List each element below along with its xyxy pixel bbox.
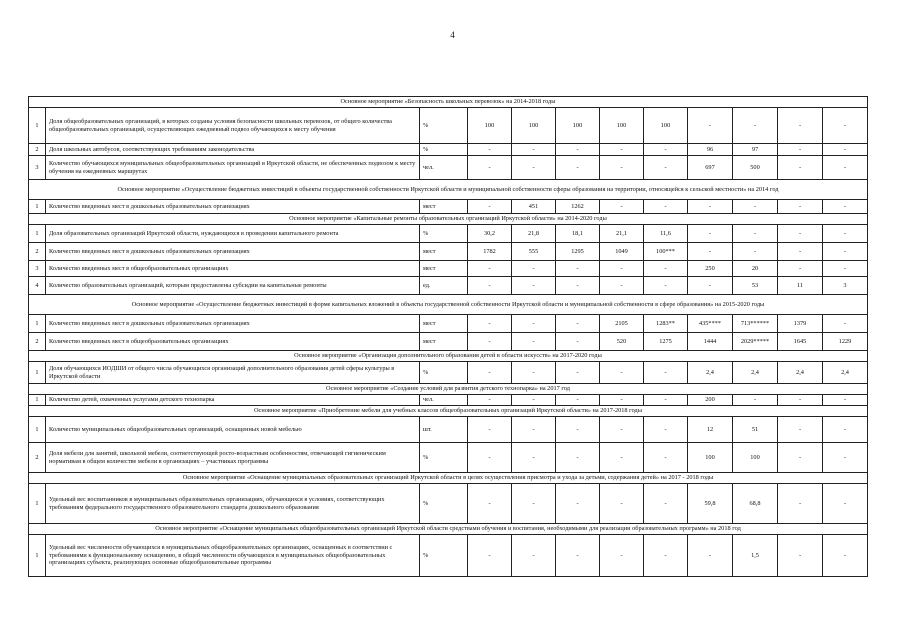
section-header-row (29, 214, 868, 225)
value-cell: - (600, 156, 644, 180)
value-cell: - (778, 200, 823, 214)
value-cell: - (778, 417, 823, 443)
value-cell: - (512, 417, 556, 443)
value-cell: 1283** (644, 315, 688, 333)
value-cell: - (600, 535, 644, 577)
value-cell: 100 (644, 108, 688, 144)
value-cell: 2,4 (823, 362, 868, 384)
value-cell: - (644, 144, 688, 156)
section-title: Основное мероприятие «Создание условий для развития детского технопарка» на 2017 год (29, 384, 868, 395)
value-cell: - (556, 261, 600, 277)
value-cell: 100 (468, 108, 512, 144)
value-cell: - (556, 535, 600, 577)
section-header-row (29, 180, 868, 200)
value-cell: - (778, 225, 823, 243)
indicator-name: Доля образовательных организаций Иркутской области, нуждающихся в проведении капитального ремонта (46, 225, 420, 243)
row-number: 2 (29, 144, 46, 156)
value-cell: - (644, 200, 688, 214)
value-cell: - (512, 277, 556, 295)
value-cell: - (778, 535, 823, 577)
value-cell: - (823, 144, 868, 156)
value-cell: - (468, 261, 512, 277)
value-cell: - (688, 108, 733, 144)
value-cell: - (823, 108, 868, 144)
indicator-row (29, 200, 868, 214)
value-cell: - (556, 333, 600, 351)
value-cell: - (644, 277, 688, 295)
row-number: 1 (29, 108, 46, 144)
value-cell: - (512, 395, 556, 406)
unit-of-measure: мест (420, 333, 468, 351)
value-cell: - (512, 315, 556, 333)
row-number: 1 (29, 362, 46, 384)
indicator-name: Доля общеобразовательных организаций, в которых созданы условия безопасности школьных перевозок, от общего количества общеобразовательных организаций, осуществляющих ежедневный подвоз обучающихся к месту обучения (46, 108, 420, 144)
indicator-row (29, 225, 868, 243)
indicator-row (29, 144, 868, 156)
value-cell: 1645 (778, 333, 823, 351)
value-cell: - (512, 156, 556, 180)
unit-of-measure: % (420, 225, 468, 243)
value-cell: 435**** (688, 315, 733, 333)
value-cell: - (733, 243, 778, 261)
indicator-name: Доля обучающихся ИОДШИ от общего числа обучающихся организаций дополнительного образования детей сферы культуры в Иркутской области (46, 362, 420, 384)
value-cell: 97 (733, 144, 778, 156)
value-cell: 100 (556, 108, 600, 144)
row-number: 1 (29, 225, 46, 243)
value-cell: - (778, 243, 823, 261)
value-cell: 21,1 (600, 225, 644, 243)
value-cell: - (468, 417, 512, 443)
indicator-name: Удельный вес численности обучающихся в муниципальных общеобразовательных организациях, оснащенных в соответствии с требованиями к функциональному оснащению, в общей численности обучающихся в муниципальных общеобразовательных организациях субъекта, реализующих основные общеобразовательные программы (46, 535, 420, 577)
value-cell: - (512, 443, 556, 473)
value-cell: - (556, 484, 600, 524)
value-cell: - (600, 200, 644, 214)
value-cell: - (688, 225, 733, 243)
row-number: 3 (29, 156, 46, 180)
value-cell: - (512, 484, 556, 524)
value-cell: - (556, 315, 600, 333)
value-cell: 18,1 (556, 225, 600, 243)
value-cell: 12 (688, 417, 733, 443)
value-cell: - (823, 395, 868, 406)
value-cell: - (644, 156, 688, 180)
value-cell: 2,4 (688, 362, 733, 384)
value-cell: - (468, 395, 512, 406)
row-number: 1 (29, 200, 46, 214)
value-cell: 1275 (644, 333, 688, 351)
value-cell: - (778, 443, 823, 473)
value-cell: - (556, 417, 600, 443)
indicator-row (29, 315, 868, 333)
value-cell: 1,5 (733, 535, 778, 577)
value-cell: - (556, 277, 600, 295)
value-cell: - (644, 443, 688, 473)
indicator-name: Доля школьных автобусов, соответствующих требованиям законодательства (46, 144, 420, 156)
value-cell: 30,2 (468, 225, 512, 243)
value-cell: - (468, 535, 512, 577)
value-cell: 1295 (556, 243, 600, 261)
indicator-name: Количество введенных мест в дошкольных образовательных организациях (46, 200, 420, 214)
indicator-name: Количество образовательных организаций, которым предоставлены субсидии на капитальные ремонты (46, 277, 420, 295)
value-cell: - (468, 333, 512, 351)
value-cell: 500 (733, 156, 778, 180)
value-cell: - (733, 395, 778, 406)
indicators-table (28, 96, 868, 577)
value-cell: - (468, 362, 512, 384)
value-cell: 555 (512, 243, 556, 261)
section-header-row (29, 524, 868, 535)
row-number: 4 (29, 277, 46, 295)
indicator-name: Количество введенных мест в общеобразовательных организациях (46, 261, 420, 277)
value-cell: - (600, 144, 644, 156)
value-cell: 1229 (823, 333, 868, 351)
value-cell: - (823, 225, 868, 243)
value-cell: 1262 (556, 200, 600, 214)
unit-of-measure: чел. (420, 395, 468, 406)
value-cell: 11 (778, 277, 823, 295)
value-cell: - (823, 535, 868, 577)
value-cell: 20 (733, 261, 778, 277)
indicator-row (29, 484, 868, 524)
value-cell: 100 (733, 443, 778, 473)
indicator-row (29, 535, 868, 577)
value-cell: - (778, 144, 823, 156)
value-cell: - (823, 200, 868, 214)
value-cell: 520 (600, 333, 644, 351)
value-cell: - (600, 443, 644, 473)
unit-of-measure: % (420, 108, 468, 144)
value-cell: - (688, 277, 733, 295)
value-cell: - (556, 156, 600, 180)
unit-of-measure: % (420, 484, 468, 524)
value-cell: 2105 (600, 315, 644, 333)
value-cell: - (823, 261, 868, 277)
value-cell: - (778, 156, 823, 180)
section-header-row (29, 384, 868, 395)
indicator-name: Количество обучающихся муниципальных общеобразовательных организаций в Иркутской области, не обеспеченных подвозом к месту обучения на ежедневных маршрутах (46, 156, 420, 180)
value-cell: 53 (733, 277, 778, 295)
section-title: Основное мероприятие «Оснащение муниципальных общеобразовательных организаций Иркутской области средствами обучения и воспитания, необходимыми для реализации образовательных программ» на 2018 год (29, 524, 868, 535)
value-cell: - (556, 362, 600, 384)
value-cell: - (468, 443, 512, 473)
value-cell: - (468, 144, 512, 156)
row-number: 2 (29, 443, 46, 473)
indicator-row (29, 395, 868, 406)
indicator-row (29, 261, 868, 277)
section-header-row (29, 406, 868, 417)
row-number: 1 (29, 417, 46, 443)
indicator-name: Количество введенных мест в общеобразовательных организациях (46, 333, 420, 351)
indicator-name: Количество муниципальных общеобразовательных организаций, оснащенных новой мебелью (46, 417, 420, 443)
section-title: Основное мероприятие «Осуществление бюджетных инвестиций в форме капитальных вложений в объекты государственной собственности Иркутской области и муниципальной собственности в сфере образования» на 2015-2020 годы (29, 295, 868, 315)
value-cell: - (778, 395, 823, 406)
value-cell: - (778, 108, 823, 144)
value-cell: 100 (600, 108, 644, 144)
value-cell: 2,4 (778, 362, 823, 384)
unit-of-measure: % (420, 362, 468, 384)
value-cell: - (688, 243, 733, 261)
value-cell: - (823, 443, 868, 473)
value-cell: - (688, 200, 733, 214)
value-cell: - (600, 261, 644, 277)
value-cell: - (644, 395, 688, 406)
indicator-name: Количество введенных мест в дошкольных образовательных организациях (46, 243, 420, 261)
row-number: 1 (29, 484, 46, 524)
value-cell: - (556, 395, 600, 406)
value-cell: 1379 (778, 315, 823, 333)
value-cell: - (468, 200, 512, 214)
value-cell: 68,8 (733, 484, 778, 524)
value-cell: 100 (688, 443, 733, 473)
section-title: Основное мероприятие «Приобретение мебели для учебных классов общеобразовательных организаций Иркутской области» на 2017-2018 годы (29, 406, 868, 417)
value-cell: - (600, 277, 644, 295)
value-cell: 3 (823, 277, 868, 295)
row-number: 1 (29, 315, 46, 333)
value-cell: 21,8 (512, 225, 556, 243)
value-cell: - (600, 362, 644, 384)
value-cell: 2,4 (733, 362, 778, 384)
unit-of-measure: чел. (420, 156, 468, 180)
row-number: 1 (29, 395, 46, 406)
value-cell: - (823, 484, 868, 524)
value-cell: 451 (512, 200, 556, 214)
value-cell: - (512, 261, 556, 277)
value-cell: - (644, 535, 688, 577)
unit-of-measure: мест (420, 261, 468, 277)
value-cell: 100*** (644, 243, 688, 261)
indicator-name: Доля мебели для занятий, школьной мебели, соответствующей росто-возрастным особенностям, отвечающей гигиеническим нормативам в общем количестве мебели в организациях – участниках программы (46, 443, 420, 473)
value-cell: - (600, 484, 644, 524)
unit-of-measure: мест (420, 200, 468, 214)
value-cell: - (468, 156, 512, 180)
value-cell: - (512, 333, 556, 351)
value-cell: - (600, 417, 644, 443)
value-cell: - (823, 243, 868, 261)
indicator-row (29, 108, 868, 144)
value-cell: 51 (733, 417, 778, 443)
value-cell: - (778, 261, 823, 277)
indicator-row (29, 417, 868, 443)
section-header-row (29, 351, 868, 362)
value-cell: 100 (512, 108, 556, 144)
value-cell: 59,8 (688, 484, 733, 524)
indicator-row (29, 333, 868, 351)
value-cell: 250 (688, 261, 733, 277)
value-cell: - (823, 156, 868, 180)
section-title: Основное мероприятие «Капитальные ремонты образовательных организаций Иркутской области» на 2014-2020 годы (29, 214, 868, 225)
value-cell: 2029***** (733, 333, 778, 351)
indicator-name: Количество введенных мест в дошкольных образовательных организациях (46, 315, 420, 333)
page-number: 4 (450, 30, 455, 40)
value-cell: - (512, 362, 556, 384)
unit-of-measure: % (420, 144, 468, 156)
unit-of-measure: % (420, 535, 468, 577)
value-cell: - (556, 443, 600, 473)
value-cell: - (733, 200, 778, 214)
section-title: Основное мероприятие «Осуществление бюджетных инвестиций в объекты государственной собственности Иркутской области и муниципальной собственности сферы образования на территории, относящейся к сельской местности» на 2014 год (29, 180, 868, 200)
value-cell: - (468, 315, 512, 333)
value-cell: - (823, 417, 868, 443)
row-number: 1 (29, 535, 46, 577)
value-cell: - (512, 144, 556, 156)
value-cell: - (468, 277, 512, 295)
value-cell: - (468, 484, 512, 524)
value-cell: 713****** (733, 315, 778, 333)
indicator-name: Количество детей, охваченных услугами детского технопарка (46, 395, 420, 406)
unit-of-measure: мест (420, 243, 468, 261)
row-number: 2 (29, 243, 46, 261)
indicator-row (29, 362, 868, 384)
unit-of-measure: шт. (420, 417, 468, 443)
value-cell: 1782 (468, 243, 512, 261)
value-cell: - (600, 395, 644, 406)
value-cell: - (644, 261, 688, 277)
value-cell: 1049 (600, 243, 644, 261)
unit-of-measure: мест (420, 315, 468, 333)
row-number: 2 (29, 333, 46, 351)
section-title: Основное мероприятие «Организация дополнительного образования детей в области искусств» на 2017-2020 годы (29, 351, 868, 362)
value-cell: - (778, 484, 823, 524)
unit-of-measure: % (420, 443, 468, 473)
indicator-row (29, 243, 868, 261)
unit-of-measure: ед. (420, 277, 468, 295)
indicator-row (29, 277, 868, 295)
value-cell: - (644, 484, 688, 524)
section-header-row (29, 473, 868, 484)
indicator-row (29, 156, 868, 180)
indicator-name: Удельный вес воспитанников в муниципальных образовательных организациях, обучающихся в условиях, соответствующих требованиям федерального государственного образовательного стандарта дошкольного образования (46, 484, 420, 524)
value-cell: - (733, 225, 778, 243)
value-cell: - (512, 535, 556, 577)
value-cell: 96 (688, 144, 733, 156)
value-cell: 1444 (688, 333, 733, 351)
value-cell: - (733, 108, 778, 144)
value-cell: - (644, 417, 688, 443)
value-cell: - (688, 535, 733, 577)
value-cell: - (823, 315, 868, 333)
value-cell: - (644, 362, 688, 384)
value-cell: 697 (688, 156, 733, 180)
indicator-row (29, 443, 868, 473)
section-title: Основное мероприятие «Оснащение муниципальных образовательных организаций Иркутской области в целях осуществления присмотра и ухода за детьми, содержания детей» на 2017 - 2018 годы (29, 473, 868, 484)
section-title: Основное мероприятие «Безопасность школьных перевозок» на 2014-2018 годы (29, 97, 868, 108)
value-cell: 11,6 (644, 225, 688, 243)
section-header-row (29, 97, 868, 108)
row-number: 3 (29, 261, 46, 277)
value-cell: 200 (688, 395, 733, 406)
value-cell: - (556, 144, 600, 156)
section-header-row (29, 295, 868, 315)
